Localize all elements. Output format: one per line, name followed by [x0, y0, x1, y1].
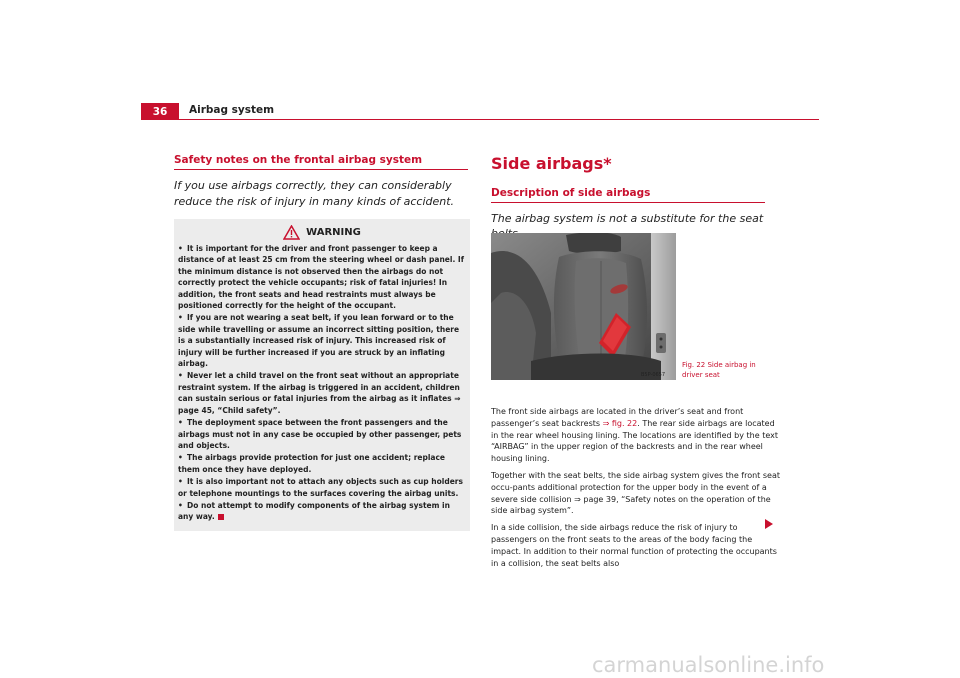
watermark: carmanualsonline.info — [592, 653, 825, 677]
section-intro-frontal: If you use airbags correctly, they can considerably reduce the risk of injury in many kinds of accident. — [174, 179, 455, 208]
page-number: 36 — [141, 103, 179, 120]
warning-item: • Never let a child travel on the front seat without an appropriate restraint system. If the airbag is triggered in an accident, children can sustain serious or fatal injuries from the airbag as it inflates ⇒ page 45, “Child safety”. — [178, 371, 461, 415]
warning-item: • The airbags provide protection for just one accident; replace them once they have deployed. — [178, 453, 446, 474]
body-text — [491, 406, 781, 574]
figure-reference-link[interactable]: ⇒ fig. 22 — [602, 418, 638, 428]
running-title: Airbag system — [189, 104, 275, 116]
section-intro-side: The airbag system is not a substitute for the seat — [491, 212, 764, 225]
warning-item: • The deployment space between the front passengers and the airbags must not in any case be occupied by other passenger, pets and objects. — [178, 418, 462, 450]
end-of-section-icon — [218, 514, 224, 520]
chapter-title-side-airbags: Side airbags* — [491, 154, 612, 173]
header-rule — [179, 119, 819, 120]
left-column — [174, 154, 468, 531]
warning-item: • If you are not wearing a seat belt, if you lean forward or to the side while travelling or assume an incorrect sitting position, there is a substantially increased risk of injury. This increased risk of injury will be further increased if you are struck by an inflating airbag. — [178, 313, 460, 369]
figure-caption-line2: driver seat — [682, 370, 720, 379]
warning-header — [178, 225, 466, 240]
warning-item: • Do not attempt to modify components of the airbag system in any way. — [178, 500, 450, 522]
figure-code: B5P-0657 — [641, 372, 666, 378]
warning-box — [174, 219, 470, 531]
paragraph: The front side airbags are located in the driver’s seat and front passenger’s seat backrests ⇒ fig. 22. The rear side airbags are located in the rear wheel housing lining. The locations are identified by the text “AIRBAG” in the upper region of the backrests and in the rear wheel housing lining. — [491, 407, 778, 464]
warning-label: WARNING — [306, 227, 361, 238]
warning-item: • It is important for the driver and front passenger to keep a distance of at least 25 cm from the steering wheel or dash panel. If the minimum distance is not observed then the airbags do not correctly protect the vehicle occupants; risk of fatal injuries! In addition, the front seats and head restraints must always be positioned correctly for the height of the occupant. — [178, 244, 464, 311]
paragraph: Together with the seat belts, the side airbag system gives the front seat occu-pants additional protection for the upper body in the event of a severe side collision ⇒ page 39, “Safety notes on the operation of the side airbag system”. — [491, 470, 780, 516]
section-title-frontal: Safety notes on the frontal airbag system — [174, 154, 468, 170]
paragraph: In a side collision, the side airbags reduce the risk of injury to passengers on the front seats to the areas of the body facing the impact. In addition to their normal function of protecting the occupants in a collision, the seat belts also — [491, 523, 777, 568]
warning-item: • It is also important not to attach any objects such as cup holders or telephone mountings to the surfaces covering the airbag units. — [178, 477, 463, 498]
section-title-side: Description of side airbags — [491, 187, 765, 203]
figure-side-airbag-seat — [491, 233, 676, 380]
right-column — [491, 154, 771, 241]
figure-caption-line1: Fig. 22 Side airbag in — [682, 361, 756, 369]
continue-arrow-icon — [765, 519, 773, 529]
seat-illustration — [491, 233, 676, 380]
figure-caption — [682, 361, 772, 380]
warning-triangle-icon — [283, 225, 300, 240]
